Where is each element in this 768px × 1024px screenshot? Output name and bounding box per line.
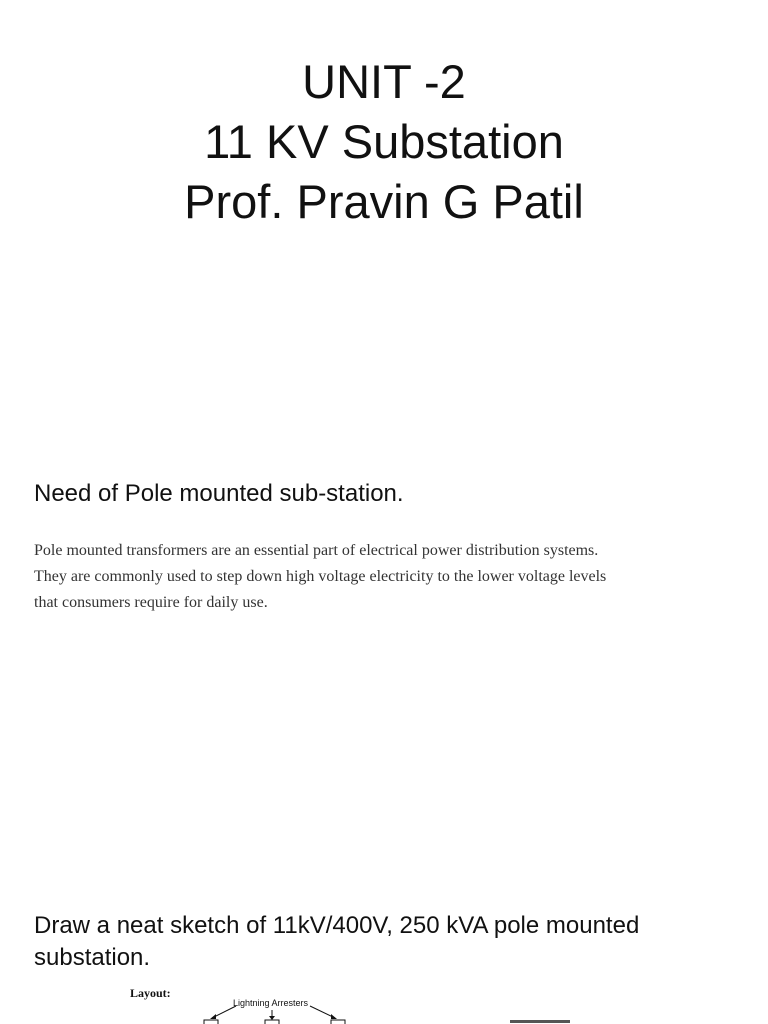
- slide-title: [0, 52, 768, 232]
- body-line: Pole mounted transformers are an essential part of electrical power distribution systems.: [34, 542, 599, 559]
- lightning-arresters-label: Lightning Arresters: [233, 998, 309, 1008]
- section-heading-sketch: Draw a neat sketch of 11kV/400V, 250 kVA pole mounted substation.: [34, 912, 640, 971]
- arrowhead-center: [269, 1016, 275, 1020]
- body-line: that consumers require for daily use.: [34, 594, 268, 611]
- substation-diagram: [100, 982, 700, 1024]
- section-body-need: [34, 538, 734, 616]
- unit-title: UNIT -2: [302, 55, 466, 108]
- topic-title: 11 KV Substation: [204, 115, 564, 168]
- author-name: Prof. Pravin G Patil: [184, 175, 584, 228]
- substation-sketch: [100, 982, 700, 1024]
- layout-label: Layout:: [130, 986, 171, 1000]
- section-heading-need: Need of Pole mounted sub-station.: [34, 480, 404, 507]
- body-line: They are commonly used to step down high voltage electricity to the lower voltage levels: [34, 568, 607, 585]
- arrowhead-right: [331, 1014, 337, 1019]
- arrester-right: [331, 1020, 345, 1024]
- cropped-annotation: [510, 1020, 570, 1023]
- arrowhead-left: [210, 1014, 216, 1019]
- arrester-center: [265, 1020, 279, 1024]
- arrester-left: [204, 1020, 218, 1024]
